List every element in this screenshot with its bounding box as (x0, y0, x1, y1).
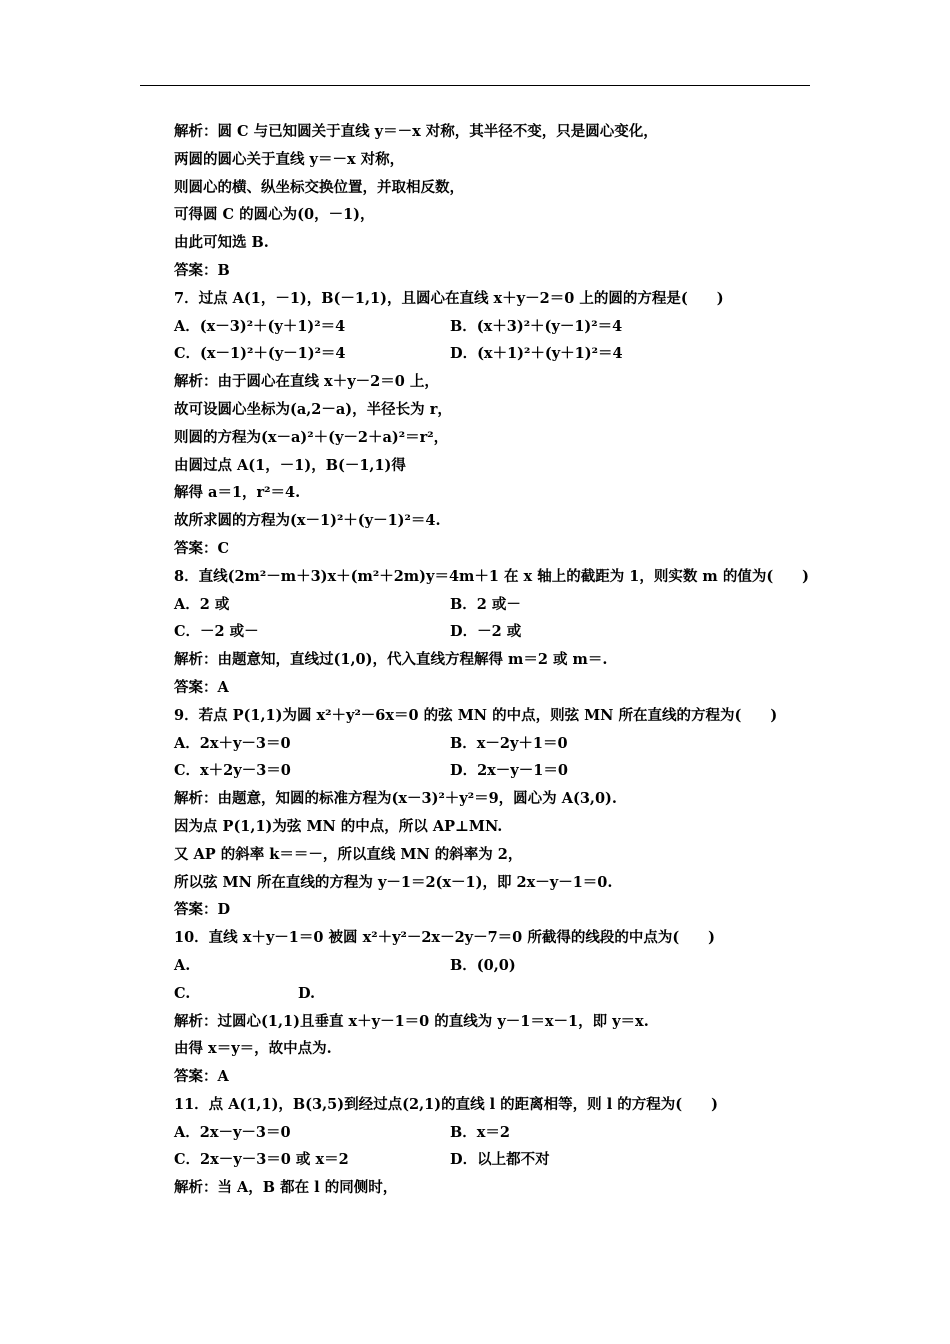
header-rule (140, 85, 810, 86)
option-left: C．－2 或－ (174, 623, 259, 641)
options-row (174, 980, 824, 1008)
text-line: 解析：过圆心(1,1)且垂直 x＋y－1＝0 的直线为 y－1＝x－1，即 y＝x. (174, 1012, 649, 1030)
options-row (174, 730, 824, 758)
text-line: 由得 x＝y＝，故中点为. (174, 1040, 332, 1058)
text-line: 答案：A (174, 678, 229, 696)
options-row (174, 757, 824, 785)
text-line: 解析：由题意知，直线过(1,0)，代入直线方程解得 m＝2 或 m＝. (174, 651, 608, 669)
option-right: D．－2 或 (450, 623, 522, 641)
text-line: 7．过点 A(1，－1)，B(－1,1)，且圆心在直线 x＋y－2＝0 上的圆的方程是( ) (174, 289, 724, 307)
text-line: 由圆过点 A(1，－1)，B(－1,1)得 (174, 456, 406, 474)
text-line: 11．点 A(1,1)，B(3,5)到经过点(2,1)的直线 l 的距离相等，则 l 的方程为( ) (174, 1095, 719, 1113)
text-line: 故可设圆心坐标为(a,2－a)，半径长为 r， (174, 400, 452, 418)
option-left: A．(x－3)²＋(y＋1)²＝4 (174, 317, 346, 335)
option-right: D．(x＋1)²＋(y＋1)²＝4 (450, 345, 623, 363)
text-line: 则圆心的横、纵坐标交换位置，并取相反数， (174, 178, 464, 196)
option-right: B．(x＋3)²＋(y－1)²＝4 (450, 317, 623, 335)
option-left: C．2x－y－3＝0 或 x＝2 (174, 1151, 349, 1169)
document-body (174, 118, 824, 1202)
text-line: 解析：由于圆心在直线 x＋y－2＝0 上， (174, 373, 439, 391)
options-row (174, 591, 824, 619)
text-line: 10．直线 x＋y－1＝0 被圆 x²＋y²－2x－2y－7＝0 所截得的线段的中点为( ) (174, 929, 716, 947)
option-left: A．2 或 (174, 595, 230, 613)
text-line: 答案：C (174, 539, 230, 557)
text-line: 答案：D (174, 901, 231, 919)
option-right: B．(0,0) (450, 956, 516, 974)
text-line: 故所求圆的方程为(x－1)²＋(y－1)²＝4. (174, 512, 441, 530)
option-left: A．2x－y－3＝0 (174, 1123, 291, 1141)
text-line: 所以弦 MN 所在直线的方程为 y－1＝2(x－1)，即 2x－y－1＝0. (174, 873, 613, 891)
option-right: B．x－2y＋1＝0 (450, 734, 568, 752)
text-line: 因为点 P(1,1)为弦 MN 的中点，所以 AP⊥MN. (174, 817, 503, 835)
option-left: C. (174, 984, 191, 1002)
options-row (174, 340, 824, 368)
option-right: D．2x－y－1＝0 (450, 762, 568, 780)
text-line: 又 AP 的斜率 k＝＝－，所以直线 MN 的斜率为 2， (174, 845, 523, 863)
option-right: D．以上都不对 (450, 1151, 550, 1169)
text-line: 两圆的圆心关于直线 y＝－x 对称， (174, 150, 405, 168)
text-line: 8．直线(2m²－m＋3)x＋(m²＋2m)y＝4m＋1 在 x 轴上的截距为 1，则实数 m 的值为( ) (174, 567, 810, 585)
text-line: 解析：圆 C 与已知圆关于直线 y＝－x 对称，其半径不变，只是圆心变化， (174, 123, 658, 140)
text-line: 则圆的方程为(x－a)²＋(y－2＋a)²＝r²， (174, 428, 449, 446)
options-row (174, 313, 824, 341)
option-left: C．x＋2y－3＝0 (174, 762, 291, 780)
text-line: 可得圆 C 的圆心为(0，－1)， (174, 206, 375, 224)
option-left: C．(x－1)²＋(y－1)²＝4 (174, 345, 346, 363)
text-line: 解析：当 A，B 都在 l 的同侧时， (174, 1179, 398, 1197)
options-row (174, 1146, 824, 1174)
option-right: B．x＝2 (450, 1123, 510, 1141)
options-row (174, 618, 824, 646)
options-row (174, 952, 824, 980)
text-line: 答案：A (174, 1068, 229, 1086)
options-row (174, 1119, 824, 1147)
option-left: A．2x＋y－3＝0 (174, 734, 291, 752)
text-line: 9．若点 P(1,1)为圆 x²＋y²－6x＝0 的弦 MN 的中点，则弦 MN 所在直线的方程为( ) (174, 706, 778, 724)
option-left: A. (174, 956, 191, 974)
text-line: 答案：B (174, 261, 230, 279)
option-right: D. (298, 984, 316, 1002)
text-line: 解得 a＝1，r²＝4. (174, 484, 301, 502)
text-line: 解析：由题意，知圆的标准方程为(x－3)²＋y²＝9，圆心为 A(3,0). (174, 790, 617, 808)
option-right: B．2 或－ (450, 595, 521, 613)
text-line: 由此可知选 B. (174, 234, 269, 252)
